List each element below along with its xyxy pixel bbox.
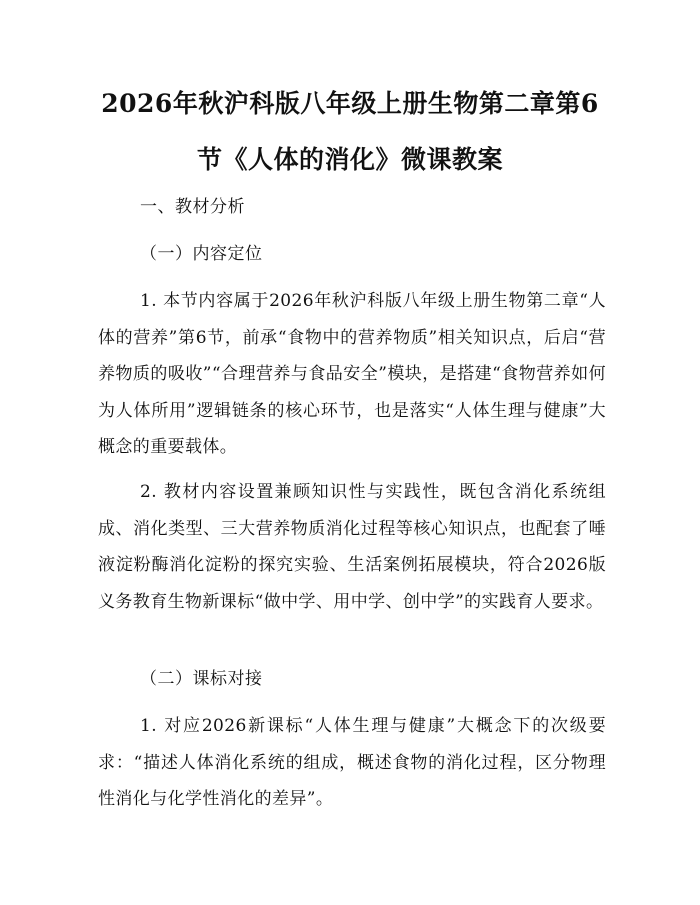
title-line-1: 2026年秋沪科版八年级上册生物第二章第6 bbox=[101, 89, 599, 118]
paragraph-2: 2. 教材内容设置兼顾知识性与实践性，既包含消化系统组成、消化类型、三大营养物质消化过程等核心知识点，也配套了唾液淀粉酶消化淀粉的探究实验、生活案例拓展模块，符合2026版义务教育生物新课标“做中学、用中学、创中学”的实践育人要求。 bbox=[98, 482, 606, 612]
document-title bbox=[60, 76, 640, 188]
title-line-2: 节《人体的消化》微课教案 bbox=[196, 145, 503, 174]
paragraph-3: 1. 对应2026新课标“人体生理与健康”大概念下的次级要求：“描述人体消化系统的组成，概述食物的消化过程，区分物理性消化与化学性消化的差异”。 bbox=[98, 716, 606, 809]
subsection-heading-curriculum-alignment: （二）课标对接 bbox=[140, 669, 263, 689]
section-heading-textbook-analysis: 一、教材分析 bbox=[140, 197, 245, 217]
subsection-heading-content-positioning: （一）内容定位 bbox=[140, 244, 263, 264]
paragraph-1: 1. 本节内容属于2026年秋沪科版八年级上册生物第二章“人体的营养”第6节，前承“食物中的营养物质”相关知识点，后启“营养物质的吸收”“合理营养与食品安全”模块，是搭建“食物营养如何为人体所用”逻辑链条的核心环节，也是落实“人体生理与健康”大概念的重要载体。 bbox=[98, 291, 606, 457]
